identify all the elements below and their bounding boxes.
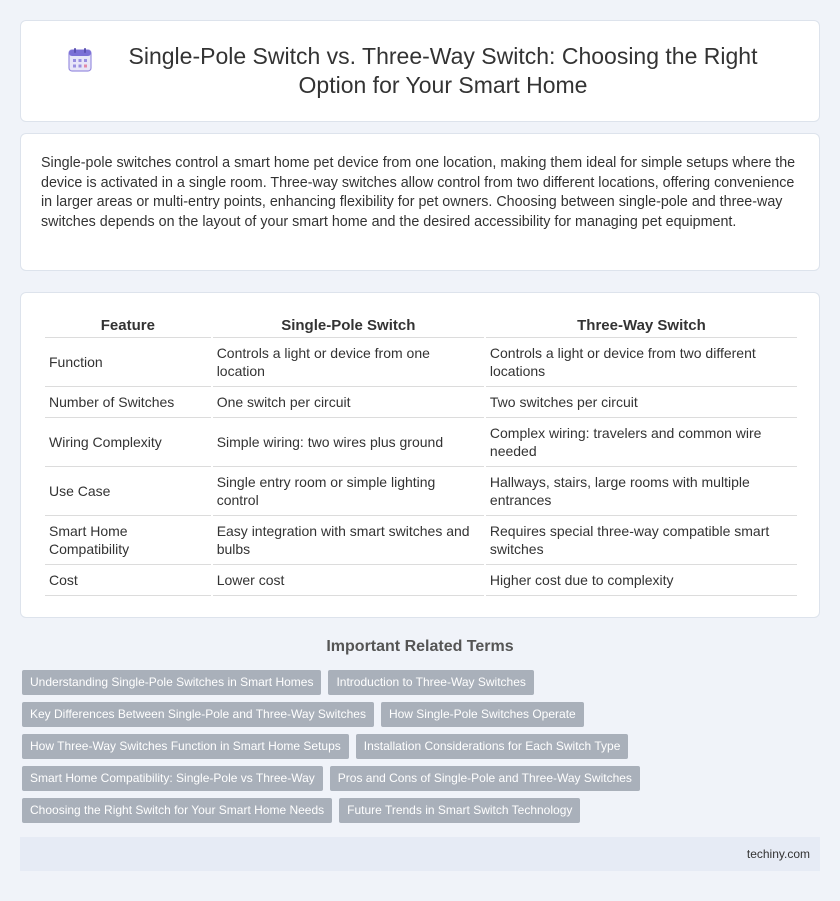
table-cell: Controls a light or device from two different locations bbox=[486, 338, 797, 387]
column-header-three-way: Three-Way Switch bbox=[486, 311, 797, 338]
table-cell: Wiring Complexity bbox=[45, 418, 211, 467]
related-term-tag[interactable]: Introduction to Three-Way Switches bbox=[328, 670, 533, 695]
tag-row bbox=[22, 702, 822, 727]
intro-card bbox=[20, 133, 820, 271]
table-cell: Single entry room or simple lighting control bbox=[213, 467, 484, 516]
tag-row bbox=[22, 734, 822, 759]
table-cell: Hallways, stairs, large rooms with multiple entrances bbox=[486, 467, 797, 516]
table-cell: Simple wiring: two wires plus ground bbox=[213, 418, 484, 467]
table-header-row bbox=[45, 311, 797, 338]
table-cell: Lower cost bbox=[213, 565, 484, 596]
calendar-icon bbox=[67, 47, 93, 73]
table-row bbox=[45, 516, 797, 565]
tag-row bbox=[22, 798, 822, 823]
tag-row bbox=[22, 670, 822, 695]
header bbox=[60, 42, 780, 100]
table-row bbox=[45, 565, 797, 596]
related-terms-title: Important Related Terms bbox=[326, 638, 514, 655]
related-term-tag[interactable]: Pros and Cons of Single-Pole and Three-Way Switches bbox=[330, 766, 640, 791]
table-cell: One switch per circuit bbox=[213, 387, 484, 418]
table-cell: Cost bbox=[45, 565, 211, 596]
related-terms-tags bbox=[22, 670, 822, 830]
column-header-single-pole: Single-Pole Switch bbox=[213, 311, 484, 338]
related-term-tag[interactable]: How Single-Pole Switches Operate bbox=[381, 702, 584, 727]
column-header-feature: Feature bbox=[45, 311, 211, 338]
footer bbox=[20, 837, 820, 871]
table-cell: Easy integration with smart switches and bulbs bbox=[213, 516, 484, 565]
table-cell: Function bbox=[45, 338, 211, 387]
related-term-tag[interactable]: How Three-Way Switches Function in Smart Home Setups bbox=[22, 734, 349, 759]
intro-text: Single-pole switches control a smart home pet device from one location, making them ideal for simple setups where the device is activated in a single room. Three-way switches allow control from two different locations, offering convenience in larger areas or multi-entry points, enhancing flexibility for pet owners. Choosing between single-pole and three-way switches depends on the layout of your smart home and the desired accessibility for managing pet equipment. bbox=[41, 155, 796, 230]
page-title: Single-Pole Switch vs. Three-Way Switch: Choosing the Right Option for Your Smart Home bbox=[128, 43, 758, 98]
table-row bbox=[45, 338, 797, 387]
table-row bbox=[45, 467, 797, 516]
related-term-tag[interactable]: Understanding Single-Pole Switches in Smart Homes bbox=[22, 670, 321, 695]
table-row bbox=[45, 418, 797, 467]
header-card bbox=[20, 20, 820, 122]
related-term-tag[interactable]: Smart Home Compatibility: Single-Pole vs Three-Way bbox=[22, 766, 323, 791]
related-term-tag[interactable]: Installation Considerations for Each Switch Type bbox=[356, 734, 629, 759]
table-row bbox=[45, 387, 797, 418]
footer-site-link[interactable]: techiny.com bbox=[746, 847, 810, 861]
related-term-tag[interactable]: Future Trends in Smart Switch Technology bbox=[339, 798, 580, 823]
table-cell: Higher cost due to complexity bbox=[486, 565, 797, 596]
related-term-tag[interactable]: Choosing the Right Switch for Your Smart Home Needs bbox=[22, 798, 332, 823]
table-cell: Two switches per circuit bbox=[486, 387, 797, 418]
table-cell: Complex wiring: travelers and common wire needed bbox=[486, 418, 797, 467]
table-cell: Requires special three-way compatible smart switches bbox=[486, 516, 797, 565]
tag-row bbox=[22, 766, 822, 791]
comparison-table bbox=[43, 311, 799, 596]
comparison-table-card bbox=[20, 292, 820, 618]
related-term-tag[interactable]: Key Differences Between Single-Pole and Three-Way Switches bbox=[22, 702, 374, 727]
table-cell: Smart Home Compatibility bbox=[45, 516, 211, 565]
table-cell: Controls a light or device from one location bbox=[213, 338, 484, 387]
table-cell: Use Case bbox=[45, 467, 211, 516]
table-cell: Number of Switches bbox=[45, 387, 211, 418]
